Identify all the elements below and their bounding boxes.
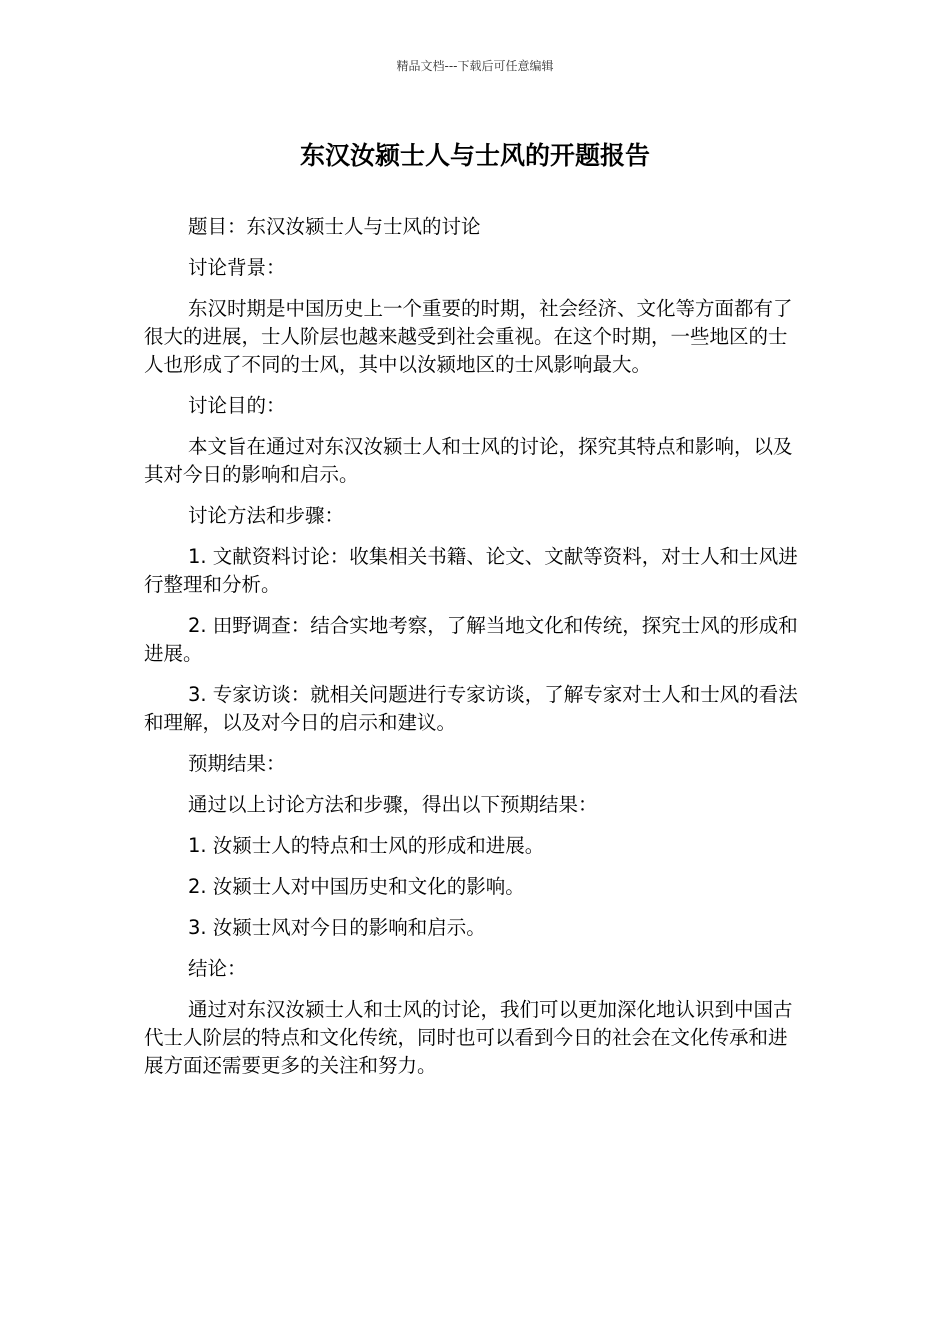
paragraph-expected-intro: 通过以上讨论方法和步骤，得出以下预期结果： [188, 793, 598, 816]
document-body [144, 213, 799, 1093]
heading-conclusion: 结论： [188, 957, 247, 980]
page-header: 精品文档---下载后可任意编辑 [396, 59, 554, 73]
method-item-3: 3. 专家访谈：就相关问题进行专家访谈，了解专家对士人和士风的看法和理解，以及对今日的启示和建议。 [144, 683, 798, 734]
heading-purpose: 讨论目的： [188, 394, 286, 417]
method-item-2: 2. 田野调查：结合实地考察，了解当地文化和传统，探究士风的形成和进展。 [144, 614, 798, 665]
heading-expected-results: 预期结果： [188, 752, 286, 775]
result-item-2: 2. 汝颍士人对中国历史和文化的影响。 [188, 875, 525, 898]
paragraph-purpose: 本文旨在通过对东汉汝颍士人和士风的讨论，探究其特点和影响，以及其对今日的影响和启示。 [144, 435, 793, 486]
document-title: 东汉汝颍士人与士风的开题报告 [299, 141, 650, 170]
paragraph-conclusion: 通过对东汉汝颍士人和士风的讨论，我们可以更加深化地认识到中国古代士人阶层的特点和文化传统，同时也可以看到今日的社会在文化传承和进展方面还需要更多的关注和努力。 [144, 998, 793, 1077]
method-item-1: 1. 文献资料讨论：收集相关书籍、论文、文献等资料，对士人和士风进行整理和分析。 [144, 545, 798, 596]
paragraph-topic: 题目：东汉汝颍士人与士风的讨论 [188, 215, 481, 238]
heading-methods: 讨论方法和步骤： [188, 504, 345, 527]
paragraph-background: 东汉时期是中国历史上一个重要的时期，社会经济、文化等方面都有了很大的进展，士人阶层也越来越受到社会重视。在这个时期，一些地区的士人也形成了不同的士风，其中以汝颍地区的士风影响最大。 [144, 297, 793, 376]
result-item-3: 3. 汝颍士风对今日的影响和启示。 [188, 916, 486, 939]
result-item-1: 1. 汝颍士人的特点和士风的形成和进展。 [188, 834, 545, 857]
heading-background: 讨论背景： [188, 256, 286, 279]
